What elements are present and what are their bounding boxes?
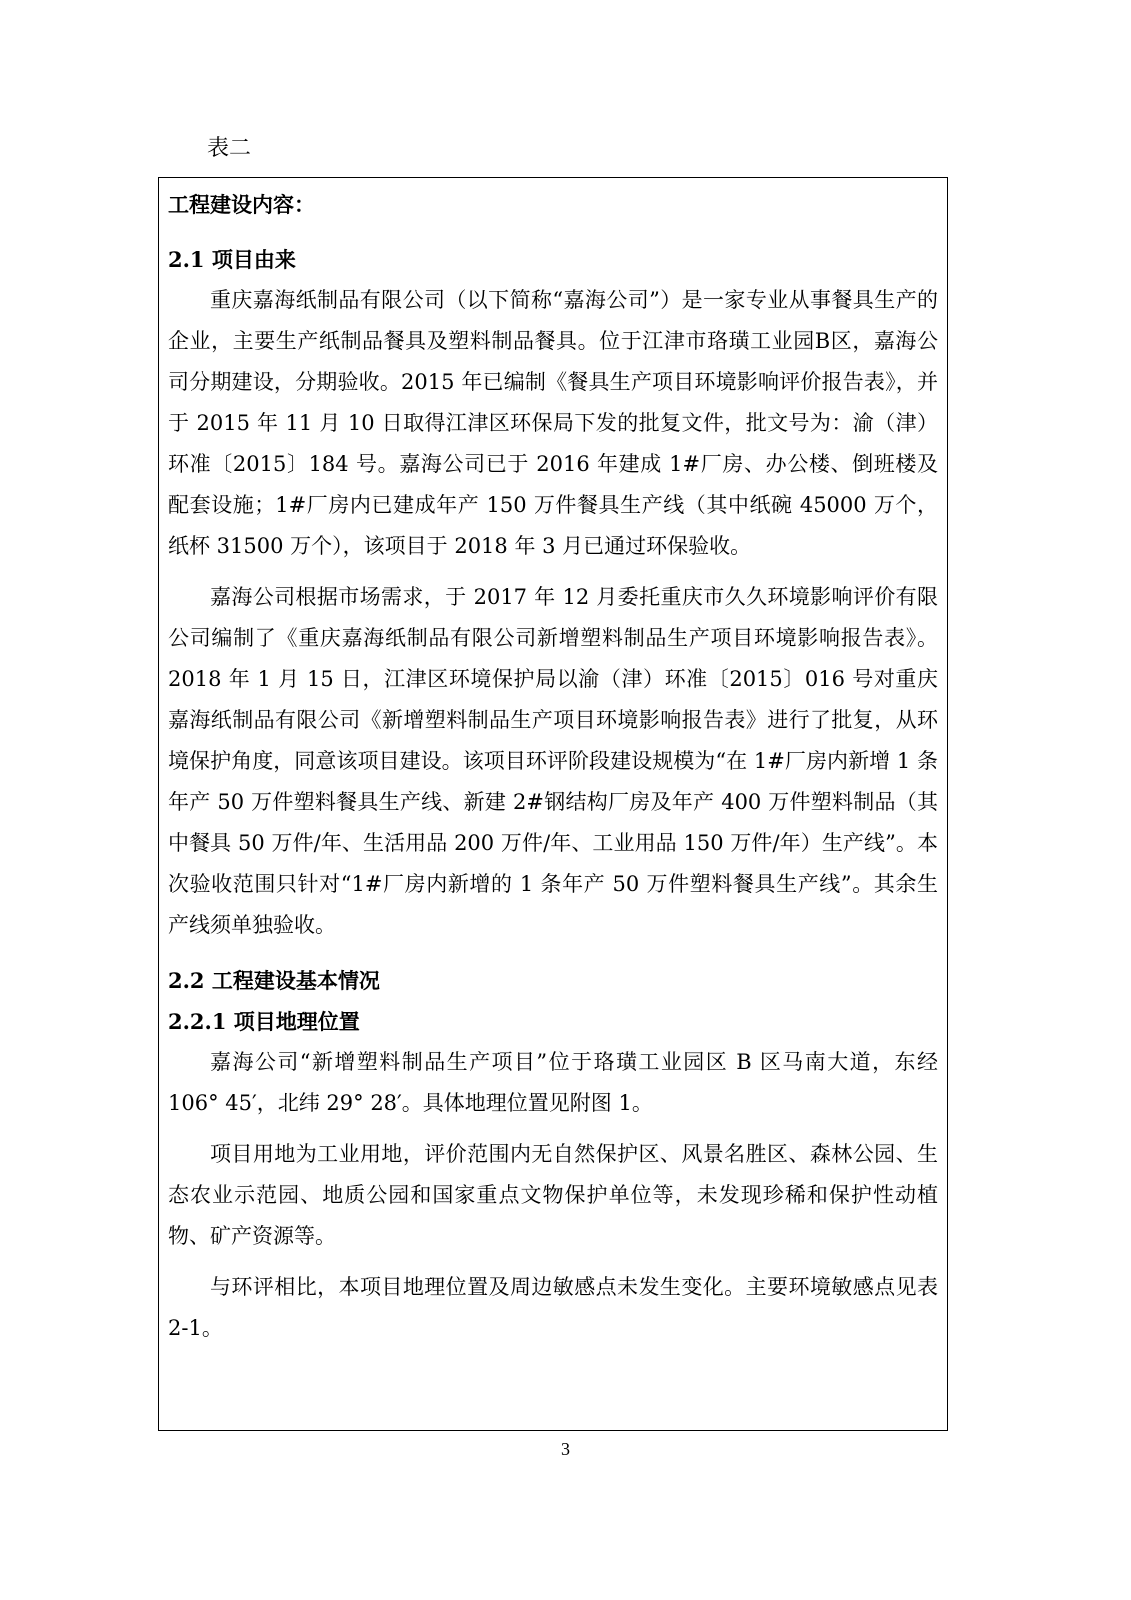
- heading-2-2-1: 2.2.1 项目地理位置: [168, 1009, 360, 1034]
- paragraph-location-3: 与环评相比，本项目地理位置及周边敏感点未发生变化。主要环境敏感点见表 2-1。: [168, 1275, 938, 1340]
- paragraph-location-1: 嘉海公司“新增塑料制品生产项目”位于珞璜工业园区 B 区马南大道，东经 106° 45′，北纬 29° 28′。具体地理位置见附图 1。: [168, 1050, 938, 1115]
- heading-2-1: 2.1 项目由来: [168, 247, 296, 272]
- paragraph-origin-2: 嘉海公司根据市场需求，于 2017 年 12 月委托重庆市久久环境影响评价有限公司编制了《重庆嘉海纸制品有限公司新增塑料制品生产项目环境影响报告表》。2018 年 1 月 15 日，江津区环境保护局以渝（津）环准〔2015〕016 号对重庆嘉海纸制品有限公司《新增塑料制品生产项目环境影响报告表》进行了批复，从环境保护角度，同意该项目建设。该项目环评阶段建设规模为“在 1#厂房内新增 1 条年产 50 万件塑料餐具生产线、新建 2#钢结构厂房及年产 400 万件塑料制品（其中餐具 50 万件/年、生活用品 200 万件/年、工业用品 150 万件/年）生产线”。本次验收范围只针对“1#厂房内新增的 1 条年产 50 万件塑料餐具生产线”。其余生产线须单独验收。: [168, 585, 938, 937]
- paragraph-origin-1: 重庆嘉海纸制品有限公司（以下简称“嘉海公司”）是一家专业从事餐具生产的企业，主要生产纸制品餐具及塑料制品餐具。位于江津市珞璜工业园B区，嘉海公司分期建设，分期验收。2015 年已编制《餐具生产项目环境影响评价报告表》，并于 2015 年 11 月 10 日取得江津区环保局下发的批复文件，批文号为：渝（津）环准〔2015〕184 号。嘉海公司已于 2016 年建成 1#厂房、办公楼、倒班楼及配套设施；1#厂房内已建成年产 150 万件餐具生产线（其中纸碗 45000 万个，纸杯 31500 万个），该项目于 2018 年 3 月已通过环保验收。: [168, 288, 938, 558]
- heading-2-2: 2.2 工程建设基本情况: [168, 968, 380, 993]
- page-number: 3: [561, 1439, 570, 1459]
- section-title: 工程建设内容：: [168, 192, 315, 217]
- content-area: [168, 184, 938, 1349]
- table-label: 表二: [207, 136, 252, 161]
- paragraph-location-2: 项目用地为工业用地，评价范围内无自然保护区、风景名胜区、森林公园、生态农业示范园、地质公园和国家重点文物保护单位等，未发现珍稀和保护性动植物、矿产资源等。: [168, 1142, 938, 1248]
